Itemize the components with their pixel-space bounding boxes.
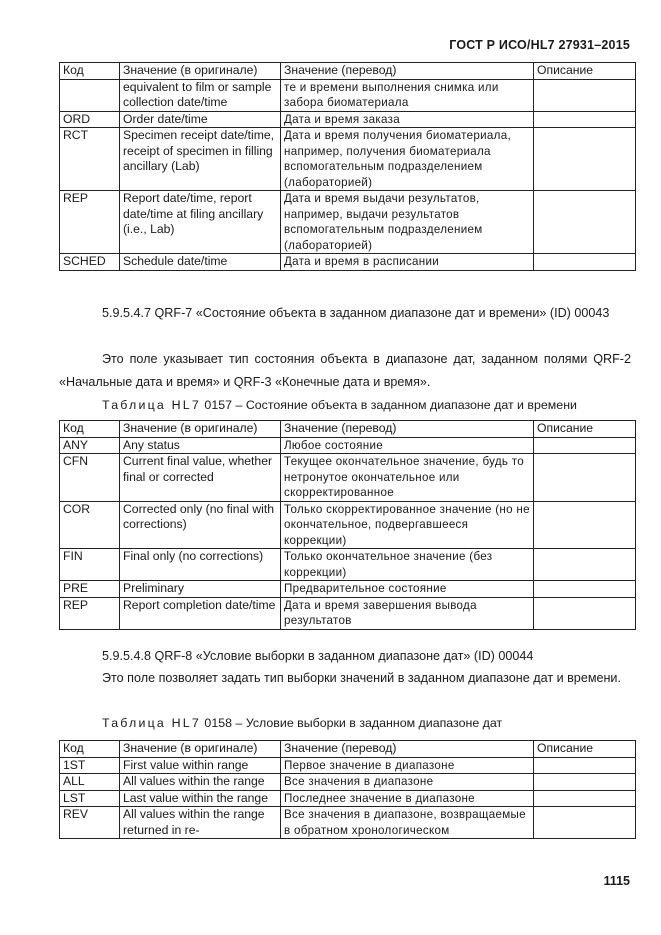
cell-translation: Дата и время заказа (281, 111, 534, 128)
cell-code: REP (60, 191, 120, 254)
cell-code: ORD (60, 111, 120, 128)
cell-description (534, 191, 636, 254)
document-header-title: ГОСТ Р ИСО/HL7 27931–2015 (449, 38, 630, 52)
cell-translation: те и времени выполнения снимка или забора биоматериала (281, 79, 534, 111)
cell-description (534, 757, 636, 774)
cell-description (534, 597, 636, 629)
table-row (60, 437, 636, 454)
cell-translation: Любое состояние (281, 437, 534, 454)
column-header-code: Код (60, 63, 120, 80)
table-row (60, 128, 636, 191)
column-header-description: Описание (534, 63, 636, 80)
cell-original: All values within the range returned in re- (120, 807, 281, 839)
section-heading-qrf7: 5.9.5.4.7 QRF-7 «Состояние объекта в заданном диапазоне дат и времени» (ID) 00043 (102, 306, 610, 320)
cell-description (534, 774, 636, 791)
cell-code: REP (60, 597, 120, 629)
cell-description (534, 581, 636, 598)
cell-original: Final only (no corrections) (120, 549, 281, 581)
cell-translation: Только окончательное значение (без коррекции) (281, 549, 534, 581)
cell-code (60, 79, 120, 111)
table-row (60, 790, 636, 807)
table-row (60, 191, 636, 254)
section-text-qrf8: Это поле позволяет задать тип выборки значений в заданном диапазоне дат и времени. (102, 671, 621, 685)
cell-original: Report date/time, report date/time at filing ancillary (i.e., Lab) (120, 191, 281, 254)
caption-text: Состояние объекта в заданном диапазоне дат и времени (245, 398, 577, 412)
table-row (60, 807, 636, 839)
cell-code: REV (60, 807, 120, 839)
cell-original: Corrected only (no final with corrections) (120, 501, 281, 549)
table-hl7-0158 (59, 740, 636, 839)
table-row (60, 454, 636, 502)
table-row (60, 79, 636, 111)
cell-translation: Все значения в диапазоне (281, 774, 534, 791)
cell-code: RCT (60, 128, 120, 191)
cell-original: Order date/time (120, 111, 281, 128)
table-header-row (60, 63, 636, 80)
cell-description (534, 454, 636, 502)
cell-original: Specimen receipt date/time, receipt of specimen in filling ancillary (Lab) (120, 128, 281, 191)
cell-code: PRE (60, 581, 120, 598)
cell-description (534, 111, 636, 128)
table-row (60, 549, 636, 581)
cell-description (534, 549, 636, 581)
table-row (60, 597, 636, 629)
cell-code: ANY (60, 437, 120, 454)
table-row (60, 254, 636, 271)
column-header-description: Описание (534, 421, 636, 438)
cell-code: 1ST (60, 757, 120, 774)
cell-translation: Последнее значение в диапазоне (281, 790, 534, 807)
cell-translation: Первое значение в диапазоне (281, 757, 534, 774)
table-row (60, 581, 636, 598)
cell-code: SCHED (60, 254, 120, 271)
column-header-code: Код (60, 421, 120, 438)
caption-dash: – (235, 716, 243, 730)
table-hl7-0157 (59, 420, 636, 630)
cell-description (534, 790, 636, 807)
caption-number: 0157 (204, 398, 232, 412)
cell-original: Current final value, whether final or corrected (120, 454, 281, 502)
cell-translation: Все значения в диапазоне, возвращаемые в обратном хронологическом (281, 807, 534, 839)
caption-label: Таблица HL7 (102, 398, 201, 412)
column-header-translation: Значение (перевод) (281, 63, 534, 80)
cell-description (534, 807, 636, 839)
column-header-description: Описание (534, 741, 636, 758)
table-continuation (59, 62, 636, 271)
table-header-row (60, 741, 636, 758)
column-header-original: Значение (в оригинале) (120, 63, 281, 80)
cell-original: Schedule date/time (120, 254, 281, 271)
table-row (60, 757, 636, 774)
cell-description (534, 128, 636, 191)
cell-translation: Текущее окончательное значение, будь то нетронутое окончательное или скорректированное (281, 454, 534, 502)
cell-description (534, 254, 636, 271)
table-row (60, 111, 636, 128)
column-header-original: Значение (в оригинале) (120, 421, 281, 438)
cell-original: Any status (120, 437, 281, 454)
caption-dash: – (235, 398, 243, 412)
table-header-row (60, 421, 636, 438)
cell-translation: Только скорректированное значение (но не окончательное, подвергавшееся коррекции) (281, 501, 534, 549)
section-heading-qrf8: 5.9.5.4.8 QRF-8 «Условие выборки в заданном диапазоне дат» (ID) 00044 (102, 649, 534, 663)
cell-code: ALL (60, 774, 120, 791)
cell-description (534, 79, 636, 111)
cell-translation: Предварительное состояние (281, 581, 534, 598)
cell-code: LST (60, 790, 120, 807)
cell-original: All values within the range (120, 774, 281, 791)
section-text-qrf7: Это поле указывает тип состояния объекта в диапазоне дат, заданном полями QRF-2 «Начальные дата и время» и QRF-3 «Конечные дата и время». (59, 352, 631, 389)
caption-number: 0158 (204, 716, 232, 730)
cell-translation: Дата и время в расписании (281, 254, 534, 271)
cell-original: Last value within the range (120, 790, 281, 807)
caption-text: Условие выборки в заданном диапазоне дат (245, 716, 503, 730)
cell-translation: Дата и время завершения вывода результатов (281, 597, 534, 629)
column-header-translation: Значение (перевод) (281, 741, 534, 758)
cell-code: FIN (60, 549, 120, 581)
cell-translation: Дата и время выдачи результатов, например, выдачи результатов вспомогательным подразделением (лабораторией) (281, 191, 534, 254)
cell-original: First value within range (120, 757, 281, 774)
table-row (60, 501, 636, 549)
caption-label: Таблица HL7 (102, 716, 201, 730)
cell-original: Preliminary (120, 581, 281, 598)
cell-original: equivalent to film or sample collection date/time (120, 79, 281, 111)
table-row (60, 774, 636, 791)
cell-description (534, 501, 636, 549)
cell-translation: Дата и время получения биоматериала, например, получения биоматериала вспомогательным подразделением (лабораторией) (281, 128, 534, 191)
cell-code: CFN (60, 454, 120, 502)
cell-code: COR (60, 501, 120, 549)
cell-description (534, 437, 636, 454)
column-header-original: Значение (в оригинале) (120, 741, 281, 758)
cell-original: Report completion date/time (120, 597, 281, 629)
page-number: 1115 (603, 874, 630, 888)
column-header-code: Код (60, 741, 120, 758)
table-caption-0158 (102, 716, 502, 730)
column-header-translation: Значение (перевод) (281, 421, 534, 438)
table-caption-0157 (102, 398, 577, 412)
